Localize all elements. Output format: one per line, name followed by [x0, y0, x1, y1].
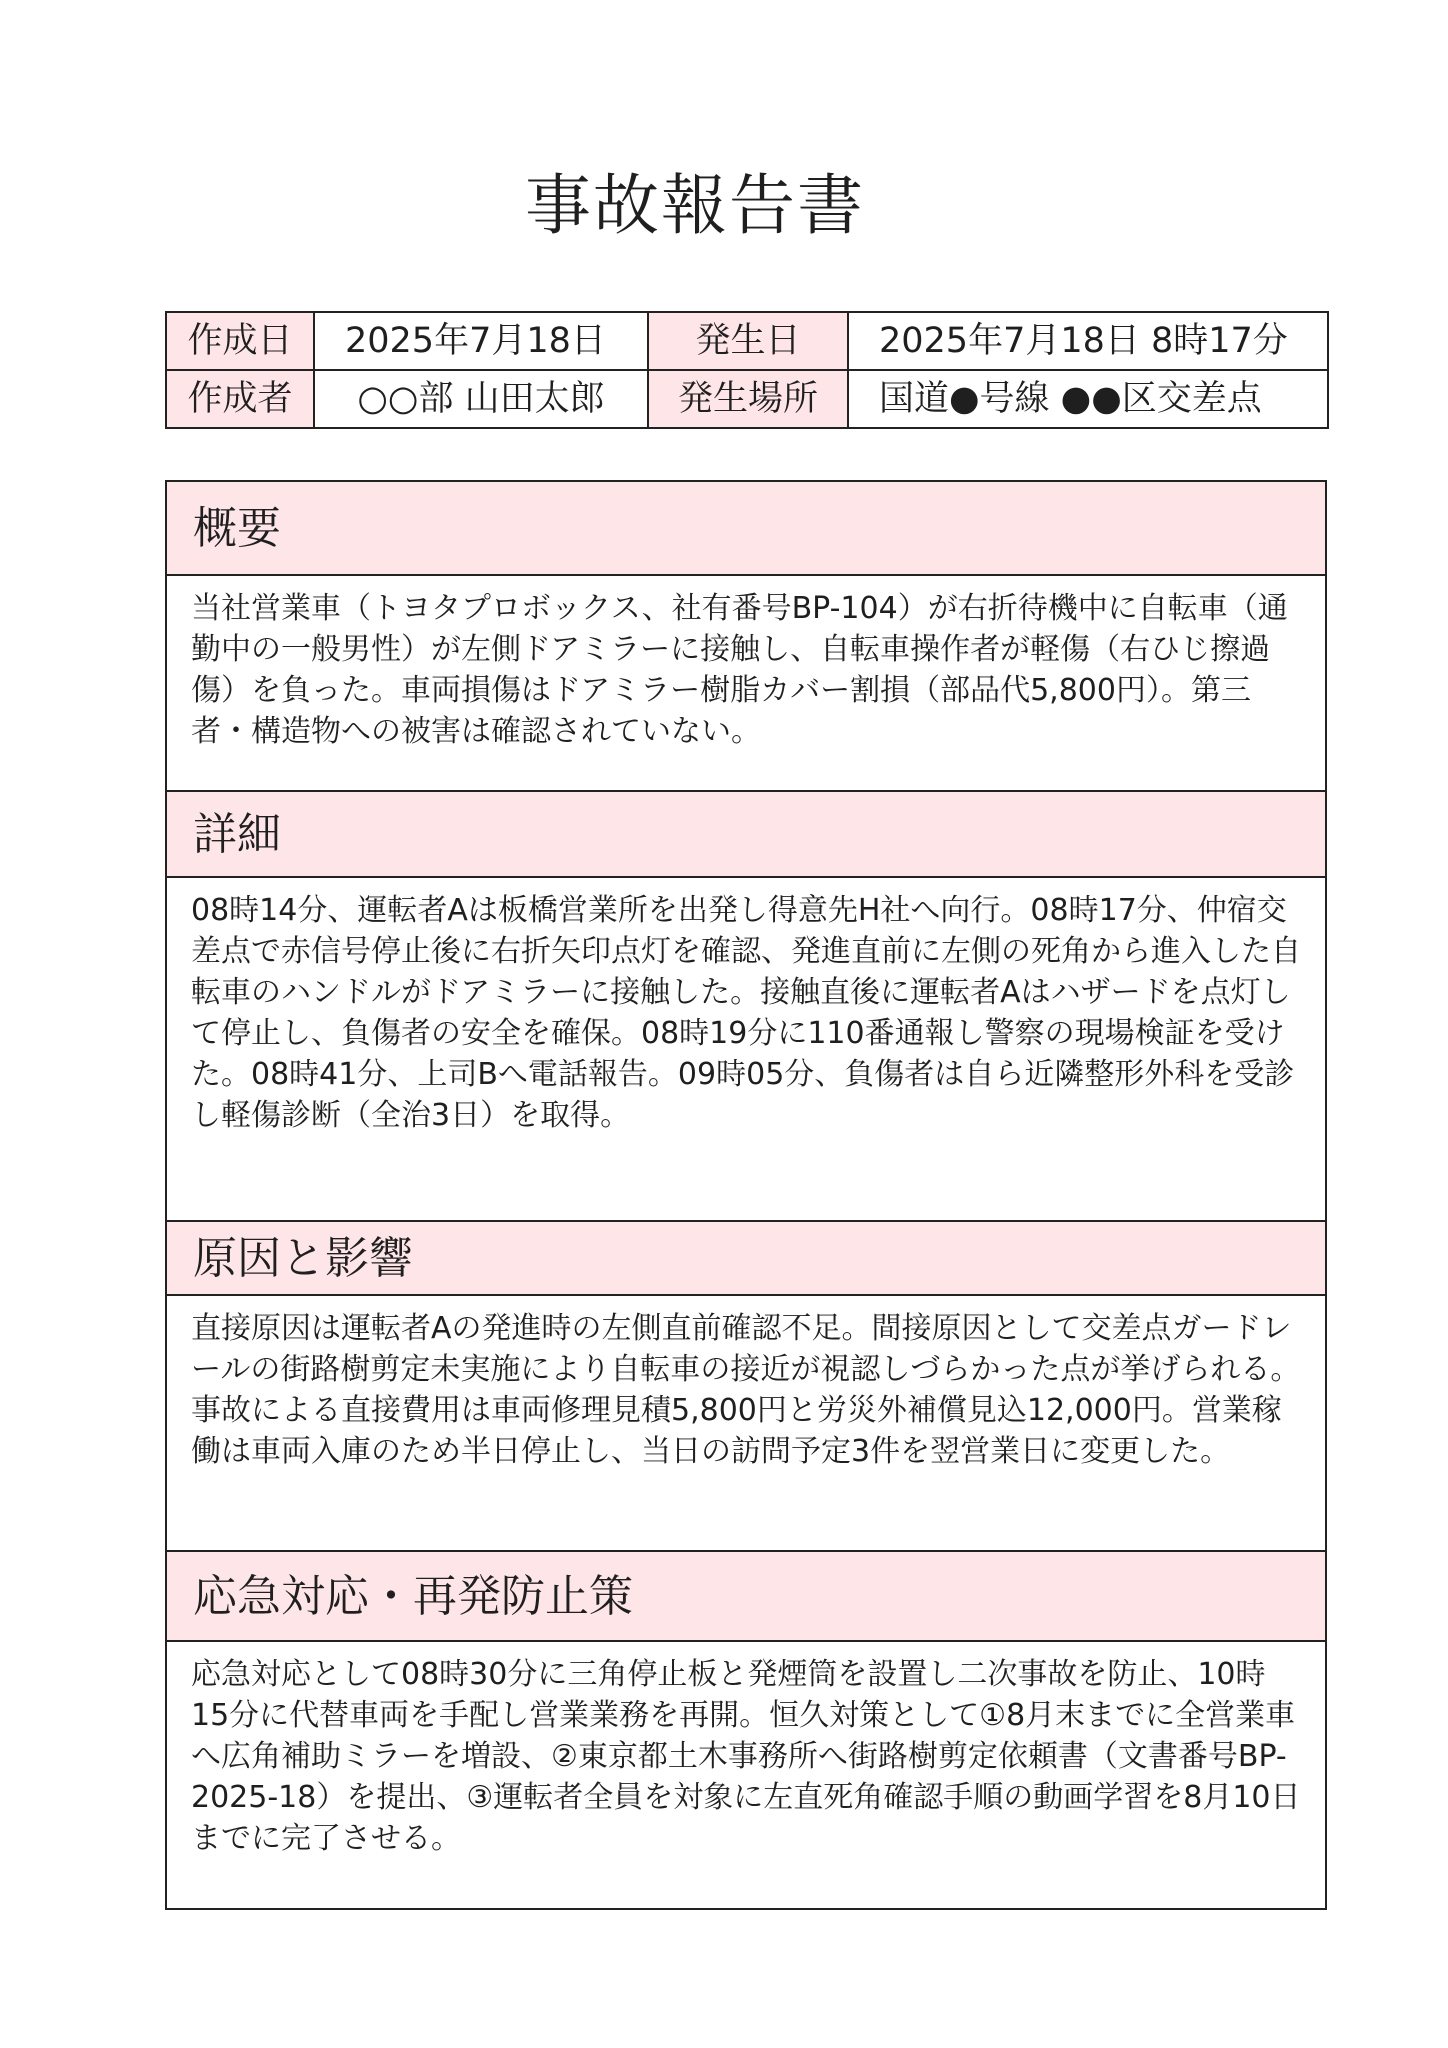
info-row-author-location	[166, 370, 1328, 428]
section-heading-cause-impact: 原因と影響	[167, 1222, 1325, 1296]
occurred-date-value: 2025年7月18日 8時17分	[848, 312, 1328, 370]
location-label: 発生場所	[648, 370, 848, 428]
created-date-value: 2025年7月18日	[314, 312, 648, 370]
location-value: 国道●号線 ●●区交差点	[848, 370, 1328, 428]
section-text-response-prevention: 応急対応として08時30分に三角停止板と発煙筒を設置し二次事故を防止、10時15分に代替車両を手配し営業業務を再開。恒久対策として①8月末までに全営業車へ広角補助ミラーを増設、②東京都土木事務所へ街路樹剪定依頼書（文書番号BP-2025-18）を提出、③運転者全員を対象に左直死角確認手順の動画学習を8月10日までに完了させる。	[191, 1657, 1301, 1856]
section-heading-response-prevention: 応急対応・再発防止策	[167, 1552, 1325, 1642]
report-info-table	[165, 311, 1329, 429]
author-label: 作成者	[166, 370, 314, 428]
section-heading-summary: 概要	[167, 482, 1325, 576]
report-body	[165, 480, 1327, 1910]
section-text-summary: 当社営業車（トヨタプロボックス、社有番号BP-104）が右折待機中に自転車（通勤中の一般男性）が左側ドアミラーに接触し、自転車操作者が軽傷（右ひじ擦過傷）を負った。車両損傷はドアミラー樹脂カバー割損（部品代5,800円）。第三者・構造物への被害は確認されていない。	[167, 576, 1325, 792]
section-text-details: 08時14分、運転者Aは板橋営業所を出発し得意先H社へ向行。08時17分、仲宿交差点で赤信号停止後に右折矢印点灯を確認、発進直前に左側の死角から進入した自転車のハンドルがドアミラーに接触した。接触直後に運転者Aはハザードを点灯して停止し、負傷者の安全を確保。08時19分に110番通報し警察の現場検証を受けた。08時41分、上司Bへ電話報告。09時05分、負傷者は自ら近隣整形外科を受診し軽傷診断（全治3日）を取得。	[167, 878, 1325, 1222]
section-heading-details: 詳細	[167, 792, 1325, 878]
author-value: ○○部 山田太郎	[314, 370, 648, 428]
section-text-cause-impact: 直接原因は運転者Aの発進時の左側直前確認不足。間接原因として交差点ガードレールの街路樹剪定未実施により自転車の接近が視認しづらかった点が挙げられる。事故による直接費用は車両修理見積5,800円と労災外補償見込12,000円。営業稼働は車両入庫のため半日停止し、当日の訪問予定3件を翌営業日に変更した。	[167, 1296, 1325, 1552]
document-title: 事故報告書	[525, 167, 865, 244]
created-date-label: 作成日	[166, 312, 314, 370]
occurred-date-label: 発生日	[648, 312, 848, 370]
info-row-dates	[166, 312, 1328, 370]
